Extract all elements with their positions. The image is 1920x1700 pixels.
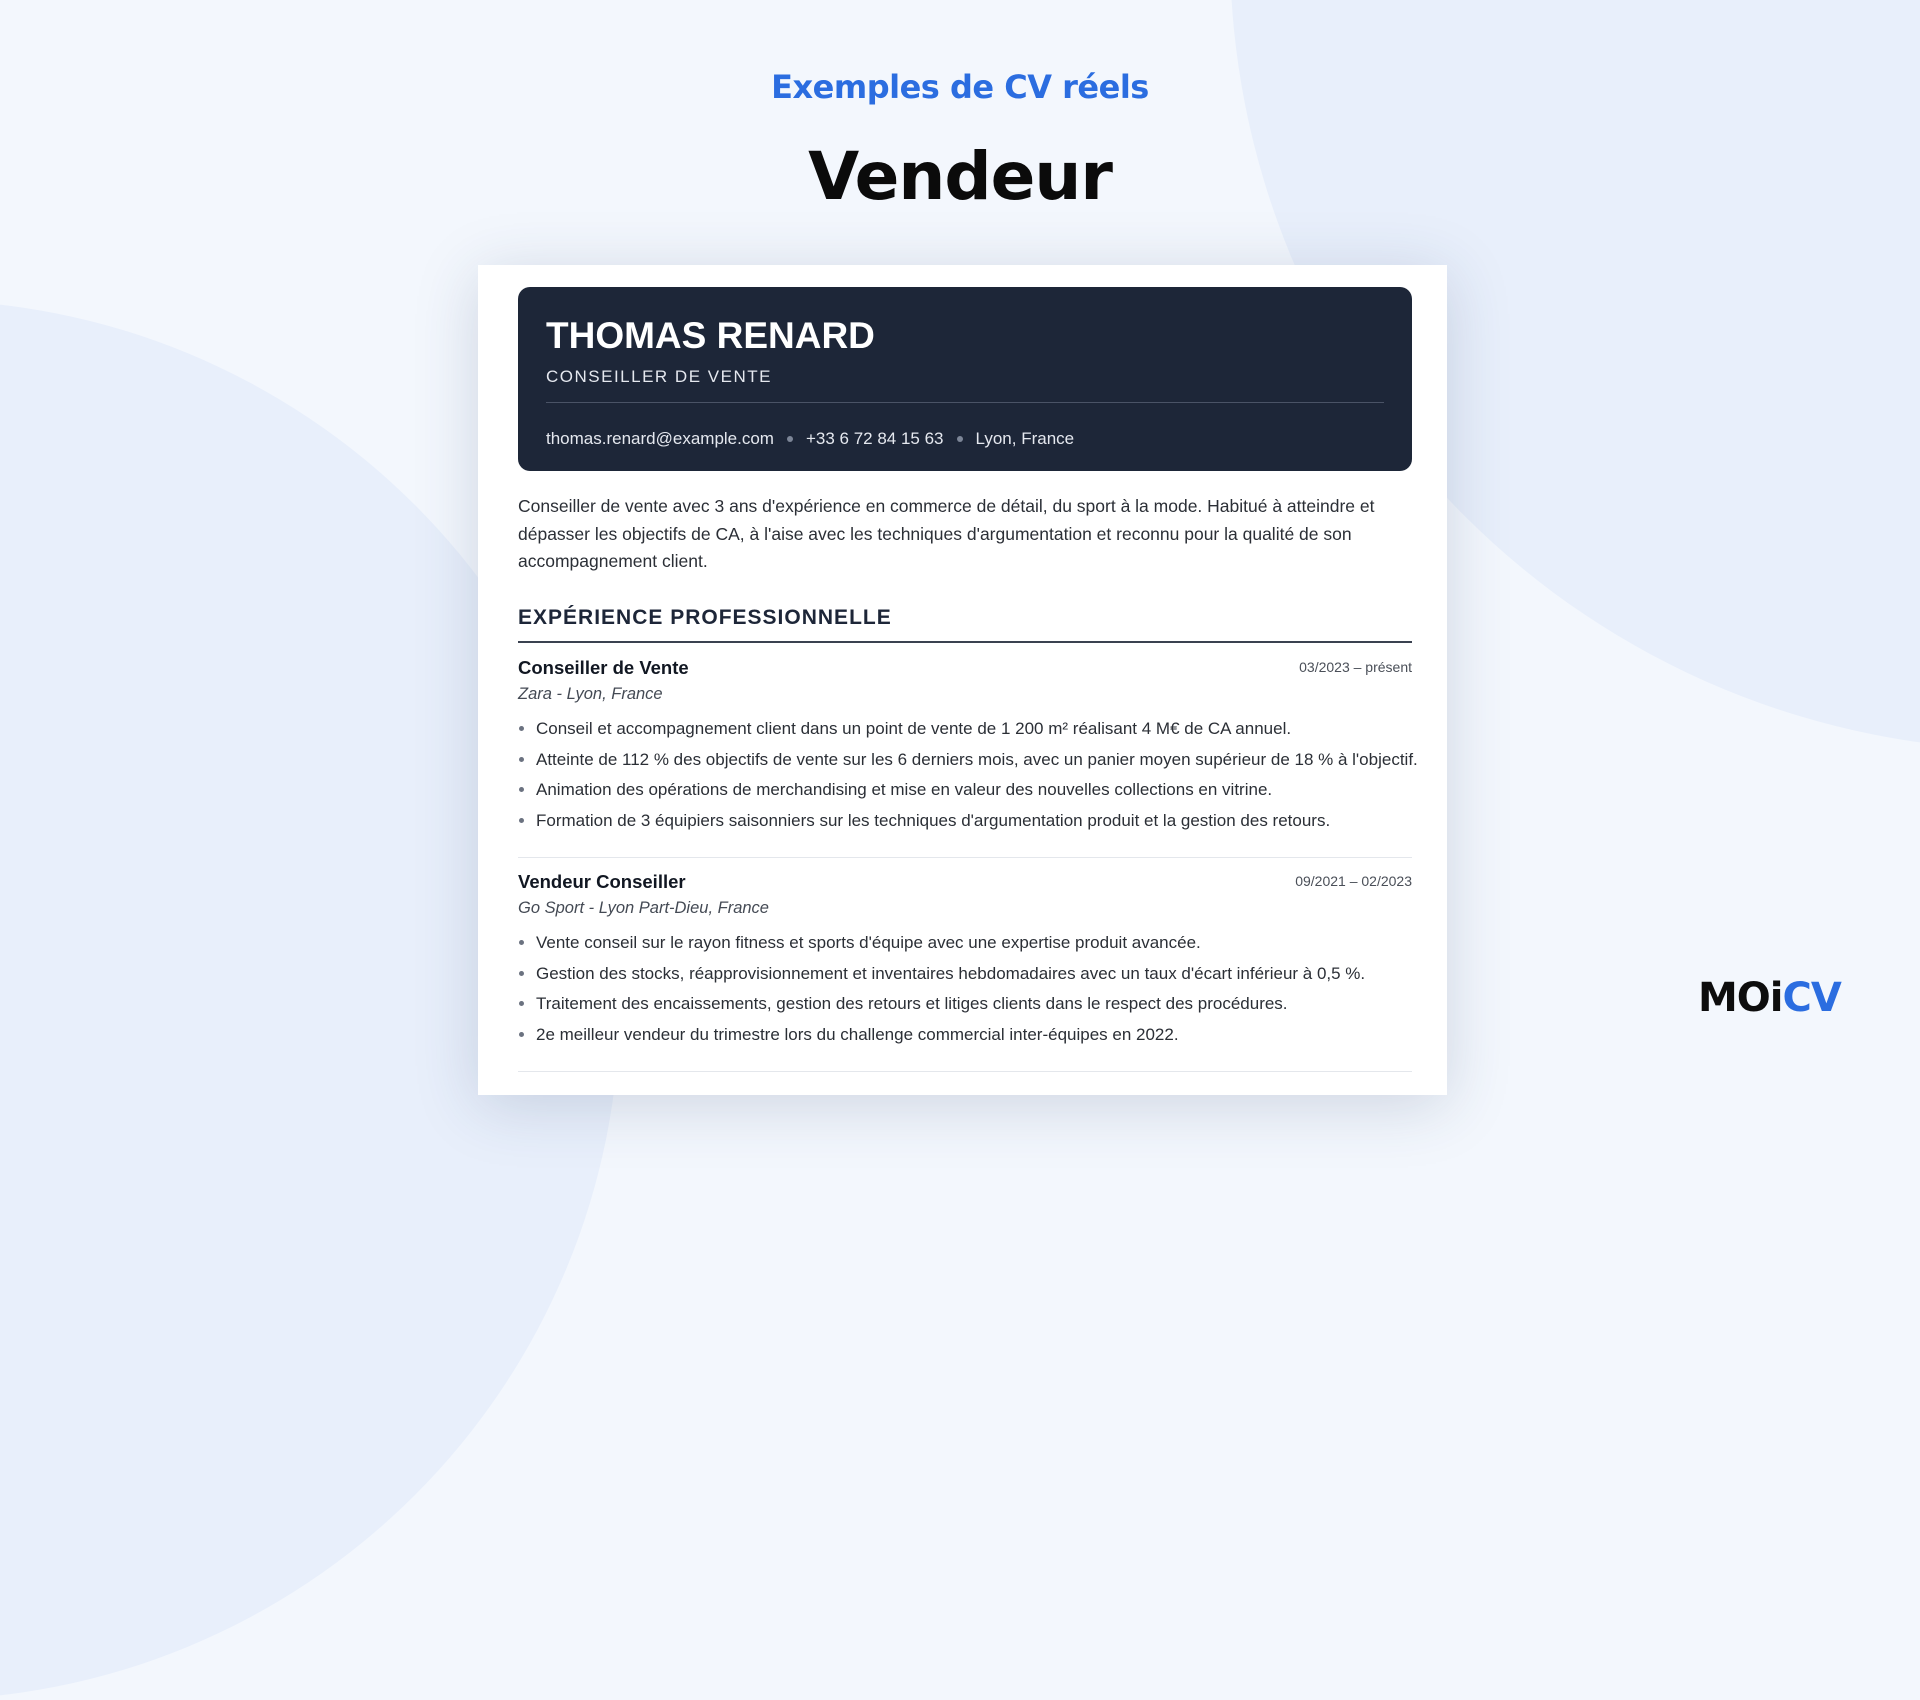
resume-role: CONSEILLER DE VENTE [546,367,772,386]
brand-logo-part-b: CV [1782,975,1841,1021]
job-bullet: Vente conseil sur le rayon fitness et sports d'équipe avec une expertise produit avancée. [518,928,1412,959]
job-bullet: Formation de 3 équipiers saisonniers sur les techniques d'argumentation produit et la gestion des retours. [518,806,1412,837]
resume-name: THOMAS RENARD [546,315,875,356]
job-bullets [518,714,1418,836]
experience-section-title: EXPÉRIENCE PROFESSIONNELLE [518,606,892,629]
section-rule [518,641,1412,643]
job-company: Zara - Lyon, France [518,685,663,703]
job-bullet: Gestion des stocks, réapprovisionnement et inventaires hebdomadaires avec un taux d'écart inférieur à 0,5 %. [518,959,1412,990]
contact-email: thomas.renard@example.com [546,429,774,448]
brand-logo-part-a: MOi [1698,975,1783,1021]
job-title: Conseiller de Vente [518,657,689,678]
job-divider [518,857,1412,858]
job-bullet: Animation des opérations de merchandising et mise en valeur des nouvelles collections en vitrine. [518,775,1412,806]
job-bullets [518,928,1412,1050]
contact-row [546,429,1074,449]
resume-summary: Conseiller de vente avec 3 ans d'expérience en commerce de détail, du sport à la mode. Habitué à atteindre et dépasser les objectifs de CA, à l'aise avec les techniques d'argumentation et reconnu pour la qualité de son accompagnement client. [518,496,1375,571]
page-title: Vendeur [808,138,1112,215]
contact-location: Lyon, France [975,429,1075,448]
header-divider [546,402,1384,403]
resume-header [518,287,1412,471]
brand-logo [1698,975,1841,1021]
contact-separator [957,436,963,442]
job-dates: 03/2023 – présent [1299,659,1412,675]
resume-card [478,265,1447,1095]
job-bullet: Traitement des encaissements, gestion des retours et litiges clients dans le respect des procédures. [518,989,1412,1020]
eyebrow-heading: Exemples de CV réels [771,68,1149,106]
job-bullet: Atteinte de 112 % des objectifs de vente sur les 6 derniers mois, avec un panier moyen supérieur de 18 % à l'objectif. [518,745,1412,776]
job-title: Vendeur Conseiller [518,871,686,892]
job-divider [518,1071,1412,1072]
job-company: Go Sport - Lyon Part-Dieu, France [518,899,769,917]
job-bullet: 2e meilleur vendeur du trimestre lors du challenge commercial inter-équipes en 2022. [518,1020,1412,1051]
job-dates: 09/2021 – 02/2023 [1295,873,1412,889]
contact-phone: +33 6 72 84 15 63 [805,429,944,448]
job-bullet: Conseil et accompagnement client dans un point de vente de 1 200 m² réalisant 4 M€ de CA annuel. [518,714,1412,745]
contact-separator [787,436,793,442]
